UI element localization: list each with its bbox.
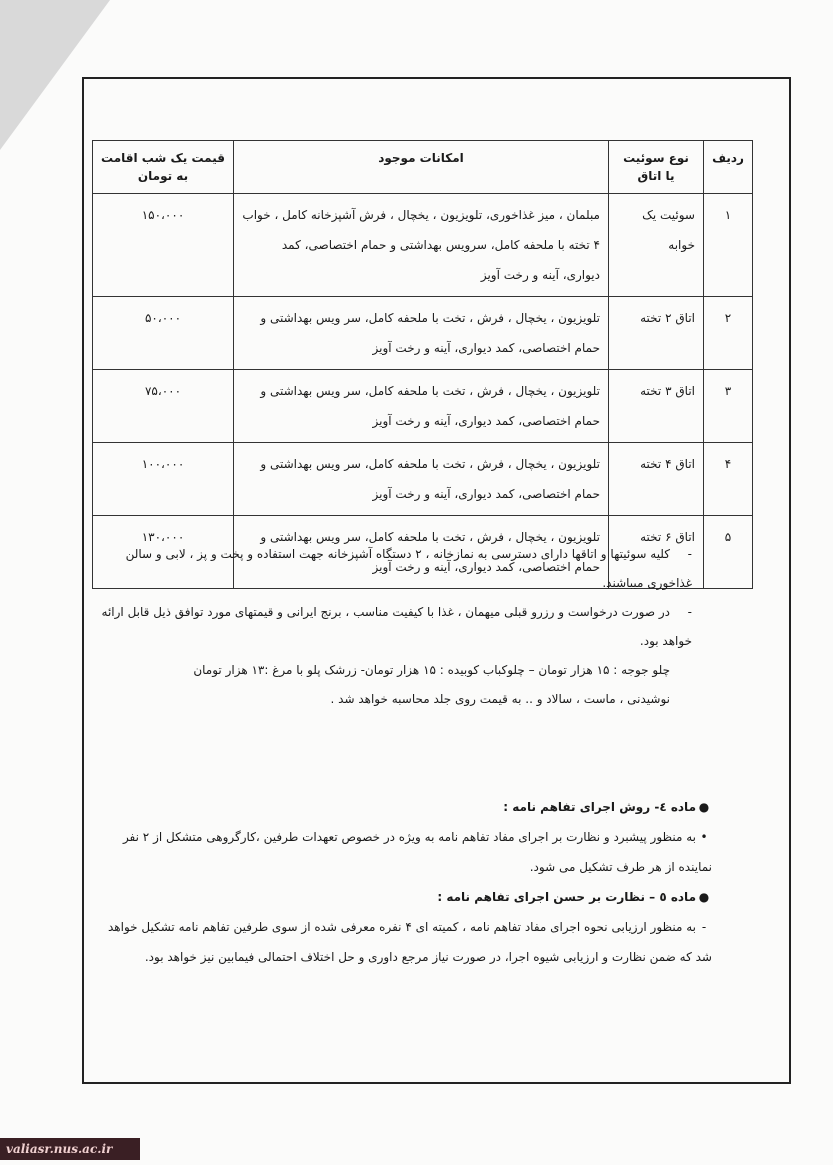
cell-room-type: اتاق ۲ تخته xyxy=(609,297,704,370)
bullet-icon: ● xyxy=(698,800,710,814)
header-row-number: ردیف xyxy=(704,141,753,194)
table-row xyxy=(93,297,753,370)
cell-price: ۷۵،۰۰۰ xyxy=(93,370,234,443)
cell-price: ۱۰۰،۰۰۰ xyxy=(93,443,234,516)
cell-room-type: اتاق ۴ تخته xyxy=(609,443,704,516)
site-url: valiasr.nus.ac.ir xyxy=(6,1142,113,1156)
article-5-title xyxy=(88,882,712,912)
food-extras: نوشیدنی ، ماست ، سالاد و .. به قیمت روی جلد محاسبه خواهد شد . xyxy=(330,692,670,706)
cell-row-number: ۱ xyxy=(704,194,753,297)
article-4-body xyxy=(88,822,712,882)
cell-room-type: اتاق ۳ تخته xyxy=(609,370,704,443)
cell-price: ۱۵۰،۰۰۰ xyxy=(93,194,234,297)
bullet-icon: • xyxy=(700,830,708,844)
cell-price: ۵۰،۰۰۰ xyxy=(93,297,234,370)
table-row xyxy=(93,194,753,297)
article-5-title-text: ماده ٥ – نظارت بر حسن اجرای تفاهم نامه : xyxy=(437,890,696,904)
dash-marker: - xyxy=(687,547,692,561)
cell-room-type: اتاق ۶ تخته xyxy=(609,516,704,589)
cell-row-number: ۴ xyxy=(704,443,753,516)
note-text: کلیه سوئیتها و اتاقها دارای دسترسی به نمازخانه ، ۲ دستگاه آشپزخانه جهت استفاده و پخت و پز ، لابی و سالن غذاخوری میباشند. xyxy=(125,547,692,590)
article-4-text: به منظور پیشبرد و نظارت بر اجرای مفاد تفاهم نامه به ویژه در خصوص تعهدات طرفین ،کارگروهی متشکل از ۲ نفر نماینده از هر طرف تشکیل می شود. xyxy=(122,830,712,874)
note-item xyxy=(92,598,692,656)
cell-facilities: تلویزیون ، یخچال ، فرش ، تخت با ملحفه کامل، سر ویس بهداشتی و حمام اختصاصی، کمد دیواری، آینه و رخت آویز xyxy=(234,443,609,516)
header-room-type: نوع سوئیت یا اتاق xyxy=(609,141,704,194)
cell-row-number: ۵ xyxy=(704,516,753,589)
bullet-icon: ● xyxy=(698,890,710,904)
cell-row-number: ۳ xyxy=(704,370,753,443)
cell-facilities: تلویزیون ، یخچال ، فرش ، تخت با ملحفه کامل، سر ویس بهداشتی و حمام اختصاصی، کمد دیواری، آینه و رخت آویز xyxy=(234,297,609,370)
cell-facilities: تلویزیون ، یخچال ، فرش ، تخت با ملحفه کامل، سر ویس بهداشتی و حمام اختصاصی، کمد دیواری، آینه و رخت آویز xyxy=(234,370,609,443)
site-watermark xyxy=(0,1138,140,1160)
dash-marker: - xyxy=(687,605,692,619)
table-row xyxy=(93,370,753,443)
food-prices: چلو جوجه : ۱۵ هزار تومان – چلوکباب کوبیده : ۱۵ هزار تومان- زرشک پلو با مرغ :۱۳ هزار تومان xyxy=(193,663,670,677)
header-facilities: امکانات موجود xyxy=(234,141,609,194)
note-text: در صورت درخواست و رزرو قبلی میهمان ، غذا با کیفیت مناسب ، برنج ایرانی و قیمتهای مورد توافق ذیل قابل ارائه خواهد بود. xyxy=(101,605,692,648)
cell-facilities: تلویزیون ، یخچال ، فرش ، تخت با ملحفه کامل، سر ویس بهداشتی و حمام اختصاصی، کمد دیواری، آینه و رخت آویز xyxy=(234,516,609,589)
price-table-container xyxy=(92,140,753,589)
article-4-title-text: ماده ٤- روش اجرای تفاهم نامه : xyxy=(503,800,696,814)
cell-room-type: سوئیت یک خوابه xyxy=(609,194,704,297)
cell-facilities: مبلمان ، میز غذاخوری، تلویزیون ، یخچال ، فرش آشپزخانه کامل ، خواب ۴ تخته با ملحفه کامل، سرویس بهداشتی و حمام اختصاصی، کمد دیواری، آینه و رخت آویز xyxy=(234,194,609,297)
accommodation-price-table xyxy=(92,140,753,589)
article-5-text: به منظور ارزیابی نحوه اجرای مفاد تفاهم نامه ، کمیته ای ۴ نفره معرفی شده از سوی طرفین تفاهم نامه تشکیل خواهد شد که ضمن نظارت و ارزیابی شیوه اجرا، در صورت نیاز مرجع داوری و حل اختلاف احتمالی فیمابین نیز خواهد بود. xyxy=(108,920,712,964)
dash-marker: - xyxy=(701,920,707,934)
table-row xyxy=(93,443,753,516)
cell-price: ۱۳۰،۰۰۰ xyxy=(93,516,234,589)
article-5-body xyxy=(88,912,712,972)
table-header-row xyxy=(93,141,753,194)
cell-row-number: ۲ xyxy=(704,297,753,370)
header-price: قیمت یک شب اقامت به تومان xyxy=(93,141,234,194)
notes-section xyxy=(92,540,692,714)
note-item xyxy=(92,540,692,598)
articles-section xyxy=(88,792,712,972)
article-4-title xyxy=(88,792,712,822)
